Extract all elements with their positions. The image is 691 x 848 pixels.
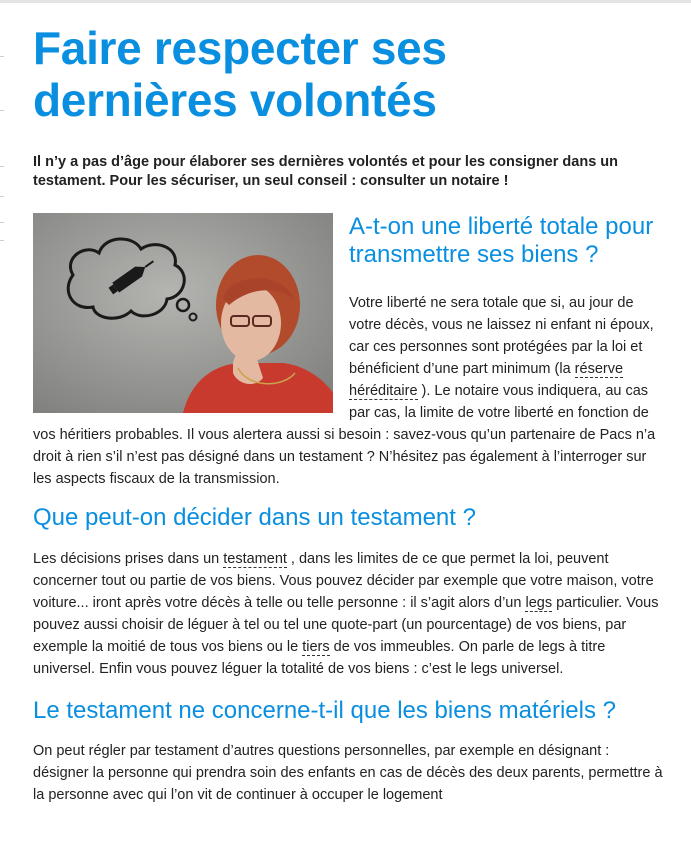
- bottom-fade: [0, 828, 691, 848]
- glossary-link-tiers[interactable]: tiers: [302, 639, 330, 655]
- section-heading-material-goods: Le testament ne concerne-t-il que les biens matériels ?: [33, 697, 616, 724]
- glossary-link-legs[interactable]: legs: [525, 595, 553, 611]
- section-heading-liberty: A-t-on une liberté totale pour transmettre ses biens ?: [349, 213, 654, 268]
- page-title: Faire respecter ses dernières volontés: [33, 22, 447, 126]
- woman-thinking-illustration: [33, 213, 333, 413]
- section-heading-decisions: Que peut-on décider dans un testament ?: [33, 504, 476, 531]
- article-image: [33, 213, 333, 413]
- glossary-link-reserve-hereditaire[interactable]: réserve héréditaire: [349, 361, 624, 399]
- section-material-goods-text: On peut régler par testament d’autres questions personnelles, par exemple en désignant : désigner la personne qui prendra soin des enfants en cas de décès des deux parents, permettre à la personne avec qui l’on vit de continuer à occuper le logement: [33, 743, 663, 803]
- glossary-link-testament[interactable]: testament: [223, 551, 287, 567]
- section-decisions-text: Les décisions prises dans un testament , dans les limites de ce que permet la loi, peuvent concerner tout ou partie de vos biens. Vous pouvez décider par exemple que votre maison, votre voiture... iront après votre décès à telle ou telle personne : il s’agit alors d’un legs particulier. Vous pouvez aussi choisir de léguer à tel ou tel une quote-part (un pourcentage) de vos biens, par exemple la moitié de tous vos biens ou le tiers de vos immeubles. On parle de legs à titre universel. Enfin vous pouvez léguer la totalité de vos biens : c’est le legs universel.: [33, 551, 659, 677]
- lead-paragraph: Il n’y a pas d’âge pour élaborer ses dernières volontés et pour les consigner dans un testament. Pour les sécuriser, un seul conseil : consulter un notaire !: [33, 154, 619, 189]
- section-liberty-text: Votre liberté ne sera totale que si, au jour de votre décès, vous ne laissez ni enfant ni époux, car ces personnes sont protégées par la loi et bénéficient d’une part minimum (la réserve héréditaire ). Le notaire vous indiquera, au cas par cas, la limite de votre liberté en fonction de vos héritiers probables. Il vous alertera aussi si besoin : savez-vous qu’un partenaire de Pacs n’a droit à rien s’il n’est pas désigné dans un testament ? N’hésitez pas également à l’interroger sur les aspects fiscaux de la transmission.: [33, 295, 656, 487]
- top-border: [0, 0, 691, 3]
- article: [33, 22, 663, 806]
